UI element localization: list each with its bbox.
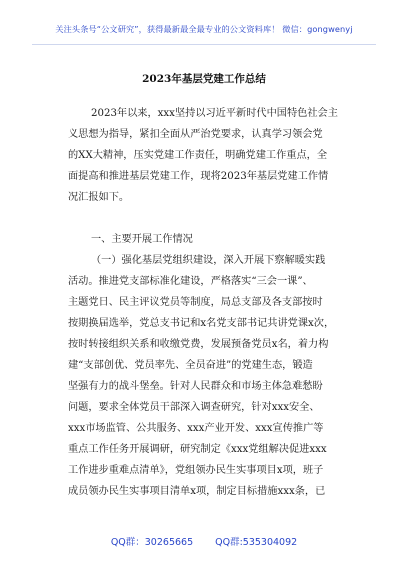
section-heading: 一、主要开展工作情况 <box>91 234 193 245</box>
header-divider <box>32 44 376 45</box>
paragraph-line: 的XX大精神，压实党建工作责任，明确党建工作重点，全 <box>68 150 328 161</box>
paragraph-line: 义思想为指导，紧扣全面从严治党要求，认真学习领会党 <box>68 129 323 140</box>
paragraph-line: 工作进步重难点清单》，党组领办民生实事项目x项，班子 <box>68 465 324 476</box>
paragraph-line: 主题党日、民主评议党员等制度，局总支部及各支部按时 <box>68 297 323 308</box>
paragraph-line: 建“支部创优、党员率先、全员奋进”的党建生态，锻造 <box>68 360 313 371</box>
paragraph-line: 重点工作任务开展调研，研究制定《xxx党组解决促进xxx <box>68 444 327 455</box>
footer-contact <box>0 534 408 548</box>
paragraph-line: 问题，要求全体党员干部深入调查研究，针对xxx安全、 <box>68 402 320 413</box>
paragraph-line: 按期换届选举，党总支书记和x名党支部书记共讲党课x次， <box>68 318 335 329</box>
paragraph-line: 按时转接组织关系和收缴党费，发展预备党员x名，着力构 <box>68 339 329 350</box>
paragraph-line: 活动。推进党支部标准化建设，严格落实“三会一课”、 <box>68 276 313 287</box>
document-body <box>68 103 346 502</box>
paragraph-gap <box>68 208 346 229</box>
paragraph-line: 成员领办民生实事项目清单x项，制定目标措施xxx条，已 <box>68 486 326 497</box>
paragraph-line: 坚强有力的战斗堡垒。针对人民群众和市场主体急难愁盼 <box>68 381 323 392</box>
footer-qq-group-1: QQ群：30265665 <box>110 537 194 548</box>
paragraph-line: 2023年以来，xxx坚持以习近平新时代中国特色社会主 <box>91 108 338 119</box>
paragraph-line: 况汇报如下。 <box>68 192 130 203</box>
footer-qq-group-2: QQ群:535304092 <box>215 537 298 548</box>
document-title: 2023年基层党建工作总结 <box>142 73 266 85</box>
paragraph-line: （一）强化基层党组织建设，深入开展下察解暖实践 <box>91 255 326 266</box>
paragraph-line: 面提高和推进基层党建工作，现将2023年基层党建工作情 <box>68 171 329 182</box>
header-banner: 关注头条号“公文研究”，获得最新最全最专业的公文资料库！ 微信：gongwenyj <box>55 24 353 34</box>
paragraph-line: xxx市场监管、公共服务、xxx产业开发、xxx宣传推广等 <box>68 423 324 434</box>
